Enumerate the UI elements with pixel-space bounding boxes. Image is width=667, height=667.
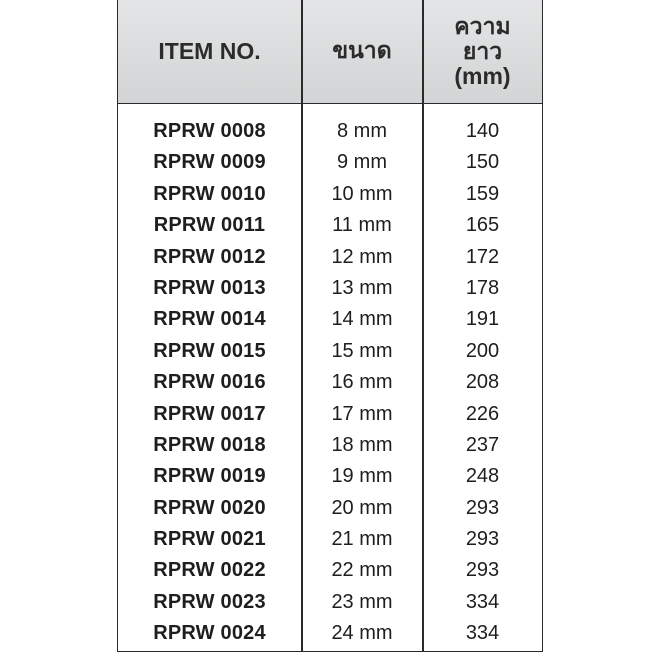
item-no-cell: RPRW 0016: [153, 371, 266, 394]
size-cell: 13 mm: [331, 276, 393, 299]
size-cell: 16 mm: [331, 371, 393, 394]
item-no-cell: RPRW 0013: [153, 276, 266, 299]
table-row: [118, 336, 542, 367]
item-no-cell: RPRW 0012: [153, 245, 266, 268]
header-length: [423, 0, 542, 102]
length-cell: 293: [465, 496, 500, 519]
size-cell: 21 mm: [331, 528, 393, 551]
table-row: [118, 618, 542, 649]
length-cell: 334: [465, 622, 500, 645]
size-cell: 18 mm: [331, 433, 393, 456]
length-cell: 191: [465, 308, 500, 331]
item-no-cell: RPRW 0014: [153, 308, 266, 331]
size-cell: 22 mm: [331, 559, 393, 582]
item-no-cell: RPRW 0024: [153, 622, 266, 645]
table-row: [118, 304, 542, 335]
item-no-cell: RPRW 0019: [153, 465, 266, 488]
item-no-cell: RPRW 0022: [153, 559, 266, 582]
length-cell: 248: [465, 465, 500, 488]
size-cell: 11 mm: [332, 214, 392, 237]
table-row: [118, 210, 542, 241]
size-cell: 24 mm: [331, 622, 393, 645]
length-cell: 140: [465, 120, 500, 142]
item-no-cell: RPRW 0023: [153, 590, 266, 613]
length-cell: 208: [465, 371, 500, 394]
length-cell: 159: [465, 182, 500, 205]
item-no-cell: RPRW 0015: [153, 339, 266, 362]
header-length-line2: ยาว: [462, 37, 503, 64]
table-row: [118, 587, 542, 618]
length-cell: 334: [465, 590, 500, 613]
size-cell: 23 mm: [331, 590, 393, 613]
table-row: [118, 555, 542, 586]
table-row: [118, 399, 542, 430]
size-cell: 17 mm: [331, 402, 393, 425]
table-row: [118, 116, 542, 147]
length-cell: 150: [465, 151, 500, 174]
size-cell: 10 mm: [331, 182, 393, 205]
table-row: [118, 273, 542, 304]
header-item-no: ITEM NO.: [158, 37, 261, 64]
table-header: [118, 0, 542, 104]
size-cell: 20 mm: [331, 496, 393, 519]
length-cell: 200: [465, 339, 500, 362]
item-no-cell: RPRW 0010: [153, 182, 266, 205]
size-cell: 8 mm: [337, 120, 387, 142]
size-cell: 15 mm: [331, 339, 393, 362]
table-row: [118, 493, 542, 524]
item-no-cell: RPRW 0018: [153, 433, 266, 456]
spec-table: [117, 0, 543, 652]
length-cell: 237: [465, 433, 500, 456]
length-cell: 172: [465, 245, 500, 268]
table-row: [118, 524, 542, 555]
length-cell: 293: [465, 528, 500, 551]
item-no-cell: RPRW 0009: [153, 151, 266, 174]
table-row: [118, 179, 542, 210]
table-row: [118, 367, 542, 398]
size-cell: 19 mm: [331, 465, 393, 488]
item-no-cell: RPRW 0008: [153, 120, 266, 142]
item-no-cell: RPRW 0021: [153, 528, 266, 551]
length-cell: 293: [465, 559, 500, 582]
table-row: [118, 147, 542, 178]
item-no-cell: RPRW 0020: [153, 496, 266, 519]
header-length-line1: ความ: [454, 12, 511, 39]
length-cell: 165: [465, 214, 500, 237]
size-cell: 9 mm: [337, 151, 387, 174]
size-cell: 12 mm: [331, 245, 393, 268]
table-row: [118, 461, 542, 492]
table-body: [118, 116, 542, 650]
length-cell: 226: [465, 402, 500, 425]
length-cell: 178: [465, 276, 500, 299]
item-no-cell: RPRW 0011: [153, 214, 266, 237]
item-no-cell: RPRW 0017: [153, 402, 266, 425]
header-size: ขนาด: [332, 37, 392, 63]
table-row: [118, 430, 542, 461]
header-length-unit: (mm): [454, 62, 511, 89]
size-cell: 14 mm: [331, 308, 393, 331]
table-row: [118, 242, 542, 273]
